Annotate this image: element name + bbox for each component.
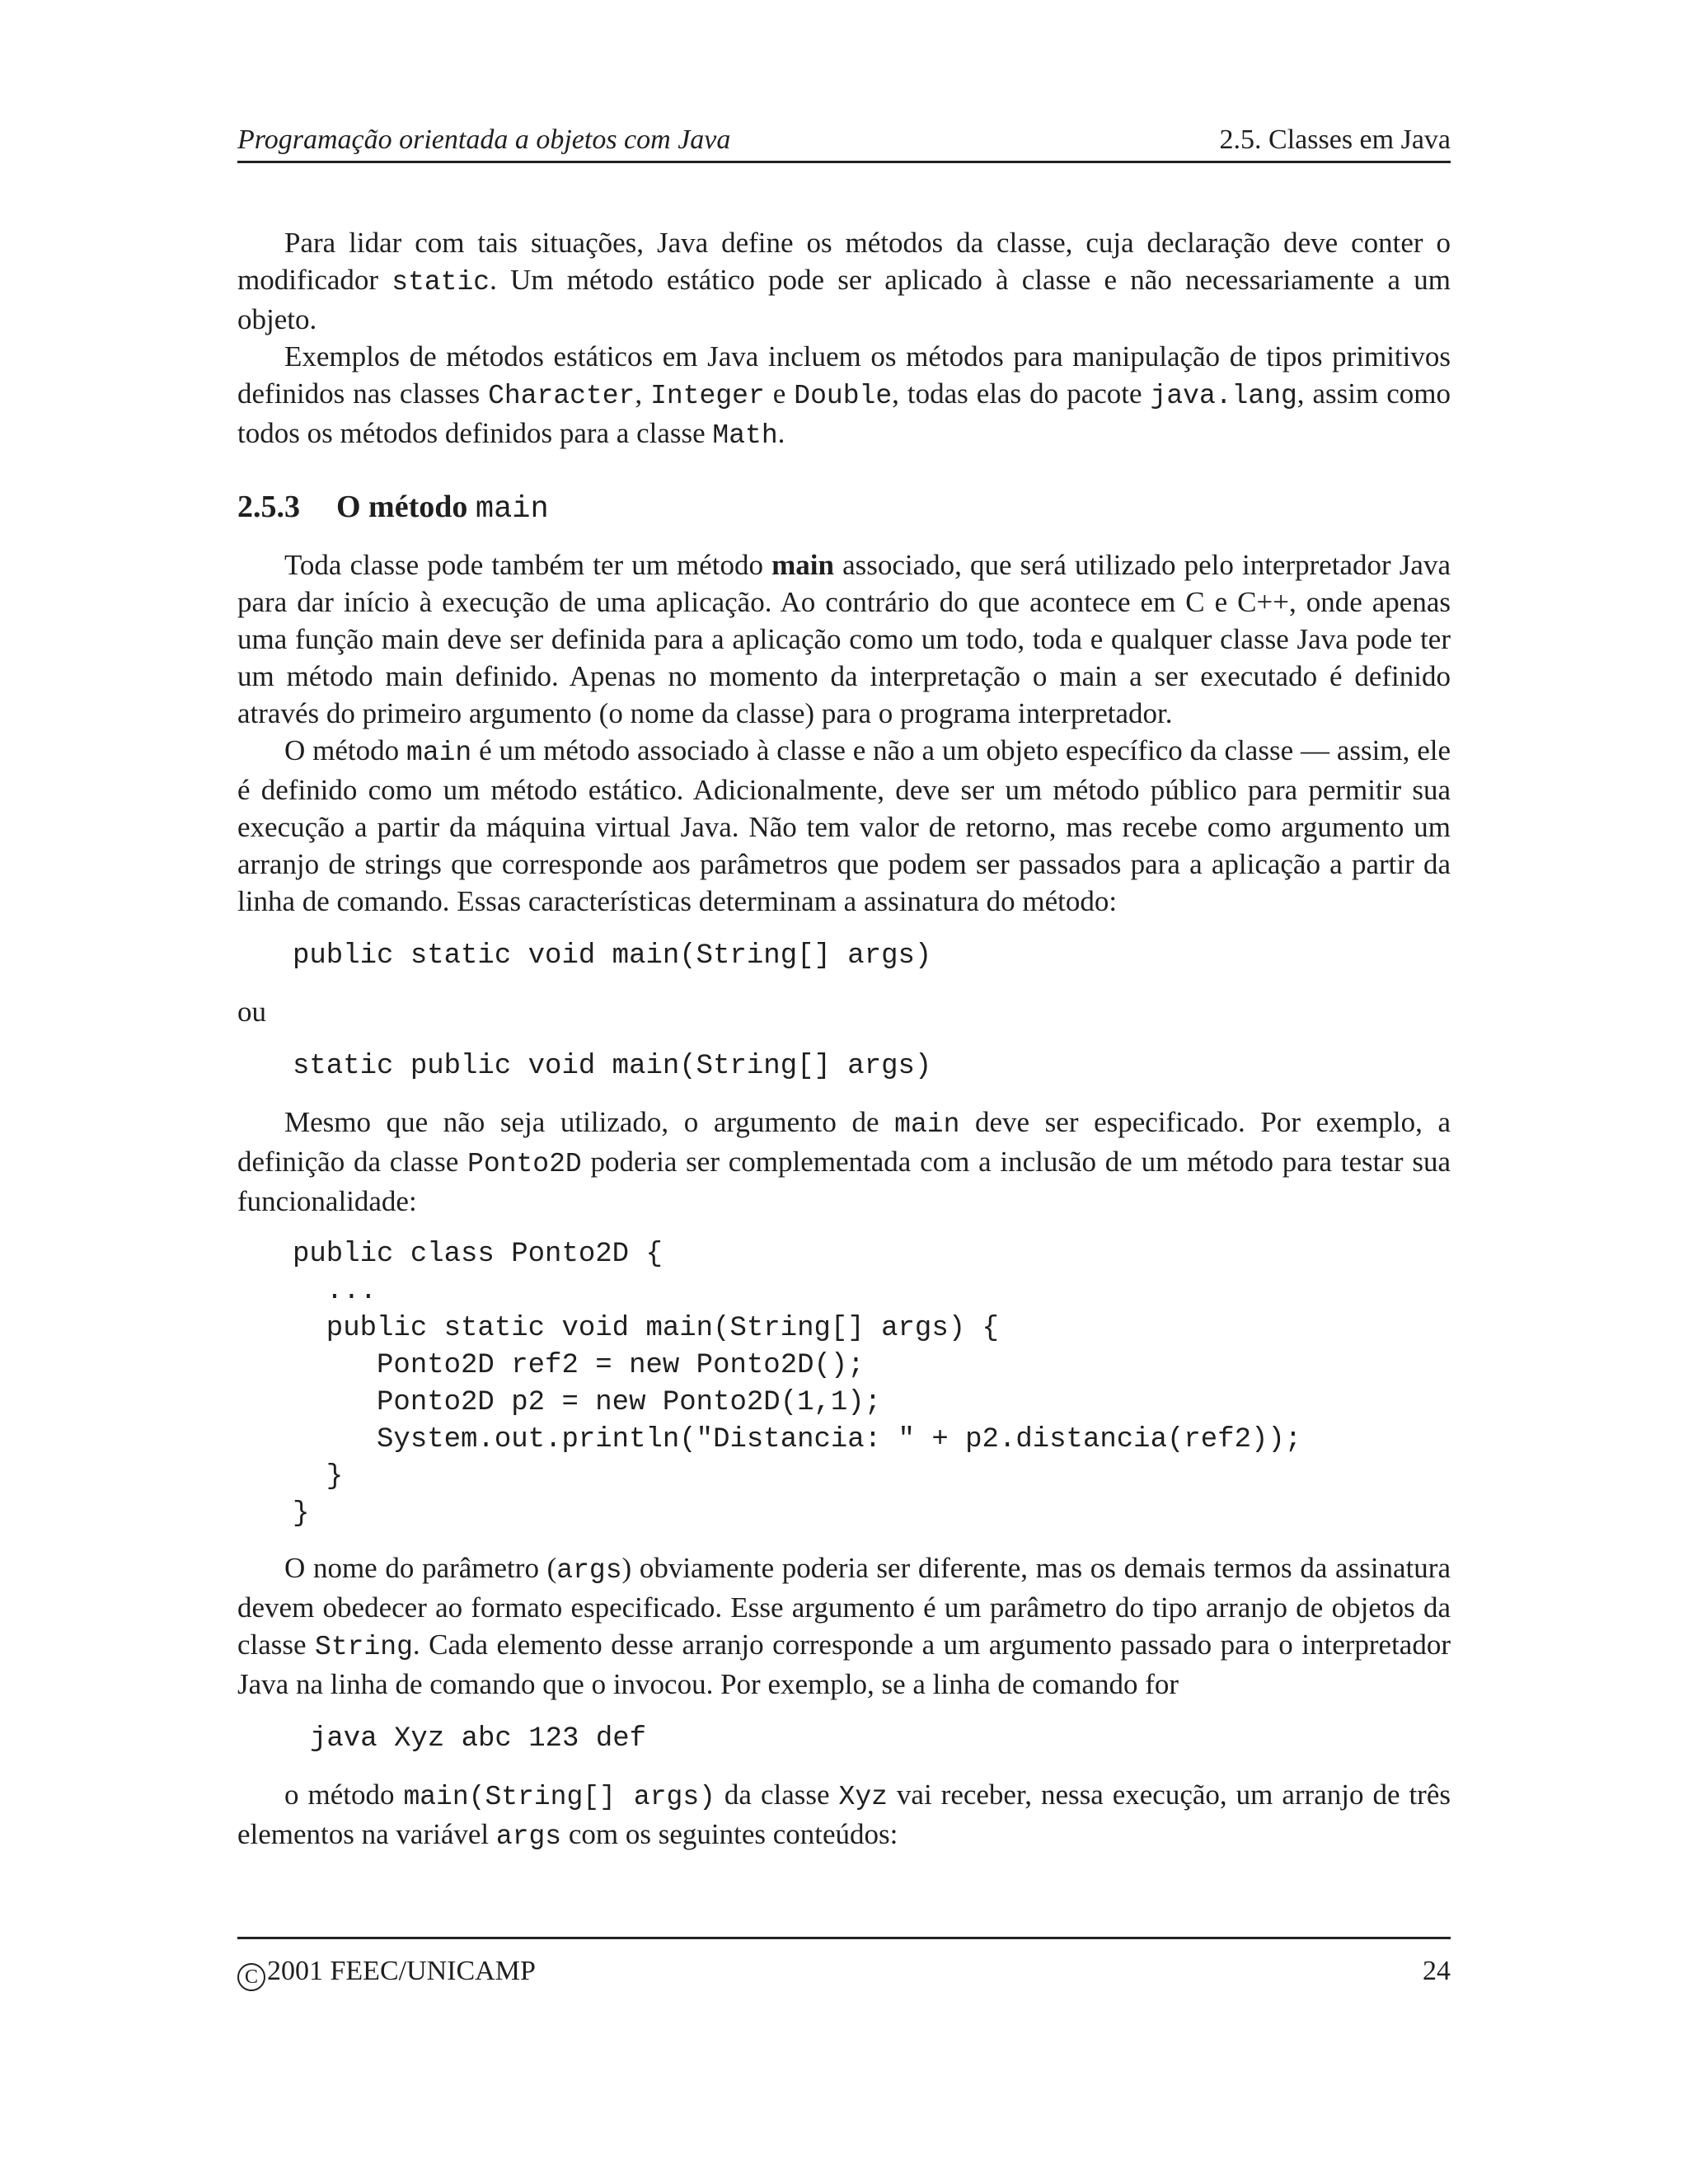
inline-code-args: args xyxy=(556,1555,622,1586)
section-title-code: main xyxy=(475,492,549,527)
paragraph-text: , assim como todos os métodos definidos para a classe xyxy=(237,377,1451,449)
inline-code-character: Character xyxy=(488,381,635,411)
inline-code-integer: Integer xyxy=(650,381,765,411)
section-header: 2.5. Classes em Java xyxy=(1219,124,1451,155)
paragraph-text: com os seguintes conteúdos: xyxy=(561,1818,898,1850)
paragraph-text: Mesmo que não seja utilizado, o argumento de xyxy=(284,1106,895,1138)
paragraph-text: da classe xyxy=(715,1779,839,1811)
paragraph-text: associado, que será utilizado pelo interpretador Java para dar início à execução de uma aplicação. Ao contrário do que acontece em C e C++, onde apenas uma função main deve ser definida para a aplicação como um todo, toda e qualquer classe Java pode ter um método main definido. Apenas no momento da interpretação o main a ser executado é definido através do primeiro argumento (o nome da classe) para o programa interpretador. xyxy=(237,549,1451,729)
paragraph-main-signature-description xyxy=(237,732,1451,920)
paragraph-static-examples xyxy=(237,338,1451,454)
paragraph-text: o método xyxy=(284,1779,404,1811)
section-number: 2.5.3 xyxy=(237,490,300,524)
paragraph-text: O método xyxy=(284,734,407,766)
connector-ou: ou xyxy=(237,996,266,1028)
running-title: Programação orientada a objetos com Java xyxy=(237,124,731,155)
page-footer xyxy=(237,1937,1451,2004)
inline-code-math: Math xyxy=(712,420,778,451)
page-header xyxy=(237,120,1451,163)
inline-code-main: main xyxy=(894,1109,960,1140)
code-ponto2d-example: public class Ponto2D { ... public static void main(String[] args) { Ponto2D ref2 = new Ponto2D(); Ponto2D p2 = new Ponto2D(1,1); System.out.println("Distancia: " + p2.distancia(ref2)); } } xyxy=(293,1239,1302,1530)
inline-code-main: main xyxy=(406,738,472,768)
main-content xyxy=(237,224,1451,1855)
inline-code-string: String xyxy=(315,1632,413,1662)
paragraph-text: deve ser especificado. Por exemplo, a definição da classe xyxy=(237,1106,1451,1178)
bold-main: main xyxy=(771,549,834,581)
page-number: 24 xyxy=(1423,1956,1451,1986)
paragraph-text: poderia ser complementada com a inclusão de um método para testar sua funcionalidade: xyxy=(237,1146,1451,1217)
paragraph-text: O nome do parâmetro ( xyxy=(284,1552,557,1584)
paragraph-text: ) obviamente poderia ser diferente, mas os demais termos da assinatura devem obedecer ao formato especificado. Esse argumento é um parâmetro do tipo arranjo de objetos da classe xyxy=(237,1552,1451,1661)
paragraph-text: . Cada elemento desse arranjo corresponde a um argumento passado para o interpretador Java na linha de comando que o invocou. Por exemplo, se a linha de comando for xyxy=(237,1629,1451,1700)
code-signature-public-static: public static void main(String[] args) xyxy=(293,940,932,972)
inline-code-double: Double xyxy=(794,381,893,411)
paragraph-parameter-name xyxy=(237,1549,1451,1703)
code-command-line: java Xyz abc 123 def xyxy=(310,1723,647,1755)
paragraph-main-method xyxy=(237,546,1451,732)
paragraph-xyz-arguments xyxy=(237,1776,1451,1855)
inline-code-java-lang: java.lang xyxy=(1150,381,1297,411)
paragraph-text: . xyxy=(777,417,785,449)
paragraph-text: , xyxy=(635,377,651,410)
paragraph-text: Para lidar com tais situações, Java define os métodos da classe, cuja declaração deve conter o modificador xyxy=(237,227,1451,296)
paragraph-text: . Um método estático pode ser aplicado à classe e não necessariamente a um objeto. xyxy=(237,264,1451,335)
paragraph-main-argument xyxy=(237,1104,1451,1220)
inline-code-main-signature: main(String[] args) xyxy=(403,1782,715,1812)
paragraph-static-methods xyxy=(237,224,1451,338)
paragraph-text: Toda classe pode também ter um método xyxy=(284,549,772,581)
paragraph-text: Exemplos de métodos estáticos em Java incluem os métodos para manipulação de tipos primitivos definidos nas classes xyxy=(237,340,1451,410)
copyright-owner: 2001 FEEC/UNICAMP xyxy=(267,1956,536,1986)
paragraph-text: e xyxy=(764,377,795,410)
section-title: O método xyxy=(336,490,476,524)
inline-code-ponto2d: Ponto2D xyxy=(467,1149,582,1179)
copyright-icon: C xyxy=(237,1963,265,1991)
copyright-text xyxy=(237,1939,536,2004)
section-heading xyxy=(237,485,1451,531)
inline-code-static: static xyxy=(392,267,490,298)
paragraph-text: vai receber, nessa execução, um arranjo de três elementos na variável xyxy=(237,1779,1451,1850)
inline-code-xyz: Xyz xyxy=(838,1782,888,1812)
paragraph-text: , todas elas do pacote xyxy=(892,377,1151,410)
code-signature-static-public: static public void main(String[] args) xyxy=(293,1051,932,1082)
paragraph-text: é um método associado à classe e não a um objeto específico da classe — assim, ele é definido como um método estático. Adicionalmente, deve ser um método público para permitir sua execução a partir da máquina virtual Java. Não tem valor de retorno, mas recebe como argumento um arranjo de strings que corresponde aos parâmetros que podem ser passados para a aplicação a partir da linha de comando. Essas características determinam a assinatura do método: xyxy=(237,734,1451,917)
inline-code-args: args xyxy=(495,1821,562,1852)
